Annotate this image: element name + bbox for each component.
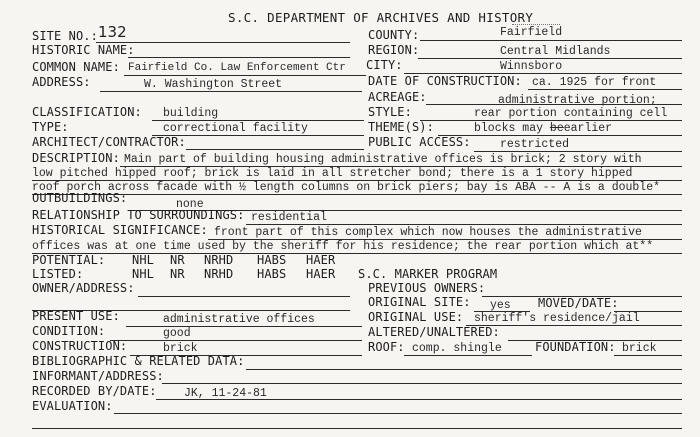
date-cont-3: [474, 123, 612, 135]
significance-rule-2: [32, 253, 682, 254]
marker-program-label: S.C. MARKER PROGRAM: [358, 267, 498, 281]
biblio-label: BIBLIOGRAPHIC & RELATED DATA:: [32, 354, 245, 368]
original-use-label: ORIGINAL USE:: [368, 310, 464, 324]
potential-habs: HABS: [257, 253, 287, 267]
region-line: [418, 58, 682, 59]
listed-label: LISTED:: [32, 267, 84, 281]
address-label: ADDRESS:: [32, 75, 91, 89]
listed-nrhd: NRHD: [204, 267, 234, 281]
potential-haer: HAER: [306, 253, 336, 267]
date-cont-3b: be: [549, 122, 564, 135]
roof-line: [404, 355, 532, 356]
potential-label: POTENTIAL:: [32, 253, 106, 267]
foundation-label: FOUNDATION:: [535, 340, 616, 354]
region-label: REGION:: [368, 43, 420, 57]
type-value: correctional facility: [163, 122, 308, 135]
classification-label: CLASSIFICATION:: [32, 105, 142, 119]
relationship-line: [246, 224, 682, 225]
evaluation-label: EVALUATION:: [32, 399, 113, 413]
present-use-label: PRESENT USE:: [32, 309, 120, 323]
architect-label: ARCHITECT/CONTRACTOR:: [32, 135, 186, 149]
description-rule-3: [32, 194, 682, 195]
county-label: COUNTY:: [368, 28, 420, 42]
original-use-value: sheriff's residence/jail: [474, 312, 640, 325]
original-site-label: ORIGINAL SITE:: [368, 295, 471, 309]
date-label: DATE OF CONSTRUCTION:: [368, 74, 522, 88]
public-access-label: PUBLIC ACCESS:: [368, 135, 471, 149]
common-name-line: [124, 75, 366, 76]
title-dots: [512, 24, 560, 25]
outbuildings-label: OUTBUILDINGS:: [32, 191, 128, 205]
original-site-value: yes: [490, 299, 511, 312]
date-cont-1: administrative portion;: [498, 94, 657, 107]
recorded-line: [156, 399, 682, 400]
common-name-label: COMMON NAME:: [32, 60, 120, 74]
address-value: W. Washington Street: [144, 78, 283, 91]
classification-line: [152, 120, 364, 121]
description-line-3: roof porch across facade with ½ length columns on brick piers; bay is ABA -- A is a double*: [32, 181, 661, 194]
foundation-line: [614, 355, 682, 356]
roof-label: ROOF:: [368, 340, 405, 354]
construction-label: CONSTRUCTION:: [32, 339, 128, 353]
form-title: S.C. DEPARTMENT OF ARCHIVES AND HISTORY: [228, 10, 534, 25]
site-no-value: 132: [98, 23, 127, 41]
theme-label: THEME(S):: [368, 120, 434, 134]
listed-habs: HABS: [257, 267, 287, 281]
public-access-line: [474, 151, 682, 152]
foundation-value: brick: [622, 342, 657, 355]
date-cont-2: rear portion containing cell: [474, 107, 668, 120]
description-line-2: low pitched hipped roof; brick is laid in all stretcher bond; there is a 1 story hipped: [32, 167, 633, 180]
listed-haer: HAER: [306, 267, 336, 281]
historic-name-line: [128, 57, 350, 58]
evaluation-line-2: [32, 428, 682, 429]
potential-nhl: NHL: [132, 253, 154, 267]
owner-label: OWNER/ADDRESS:: [32, 281, 135, 295]
style-label: STYLE:: [368, 105, 412, 119]
moved-label: MOVED/DATE:: [538, 296, 619, 310]
listed-nhl: NHL: [132, 267, 154, 281]
recorded-value: JK, 11-24-81: [184, 387, 267, 400]
architect-line: [186, 149, 364, 150]
previous-owners-label: PREVIOUS OWNERS:: [368, 281, 486, 295]
address-line: [100, 91, 362, 92]
date-line: [528, 89, 682, 90]
listed-nr: NR: [170, 267, 185, 281]
relationship-label: RELATIONSHIP TO SURROUNDINGS:: [32, 208, 245, 222]
potential-nrhd: NRHD: [204, 253, 234, 267]
owner-line: [138, 296, 350, 297]
condition-label: CONDITION:: [32, 324, 106, 338]
county-value: Fairfield: [500, 26, 563, 39]
recorded-label: RECORDED BY/DATE:: [32, 384, 157, 398]
roof-value: comp. shingle: [412, 342, 502, 355]
evaluation-line: [114, 413, 682, 414]
acreage-line: [426, 104, 682, 105]
region-value: Central Midlands: [500, 45, 611, 58]
condition-line: [110, 340, 362, 341]
significance-label: HISTORICAL SIGNIFICANCE:: [32, 223, 208, 237]
construction-value: brick: [163, 342, 198, 355]
style-line: [420, 120, 682, 121]
acreage-label: ACREAGE:: [368, 90, 427, 104]
public-access-value: restricted: [500, 138, 570, 151]
relationship-value: residential: [251, 211, 327, 224]
altered-label: ALTERED/UNALTERED:: [368, 325, 500, 339]
date-cont-3a: blocks may: [474, 122, 550, 135]
type-label: TYPE:: [32, 120, 69, 134]
potential-nr: NR: [170, 253, 185, 267]
significance-line-2: offices was at one time used by the sheriff for his residence; the rear portion which at**: [32, 240, 654, 253]
historic-name-label: HISTORIC NAME:: [32, 43, 135, 57]
common-name-value: Fairfield Co. Law Enforcement Ctr: [128, 62, 346, 74]
biblio-line: [246, 369, 682, 370]
present-use-line: [126, 326, 362, 327]
condition-value: good: [163, 327, 191, 340]
city-label: CITY:: [366, 58, 403, 72]
county-line: [420, 40, 682, 41]
city-value: Winnsboro: [500, 60, 563, 73]
site-no-label: SITE NO.:: [32, 29, 98, 43]
date-value: ca. 1925 for front: [532, 76, 657, 89]
informant-label: INFORMANT/ADDRESS:: [32, 369, 164, 383]
date-cont-3c: earlier: [563, 122, 613, 135]
informant-line: [162, 383, 682, 384]
theme-line: [438, 135, 682, 136]
description-line-1: Main part of building housing administrative offices is brick; 2 story with: [124, 153, 642, 166]
present-use-value: administrative offices: [163, 313, 315, 326]
classification-value: building: [163, 107, 219, 120]
significance-line-1: front part of this complex which now houses the administrative: [214, 226, 642, 239]
description-label: DESCRIPTION:: [32, 151, 120, 165]
outbuildings-value: none: [176, 198, 204, 211]
